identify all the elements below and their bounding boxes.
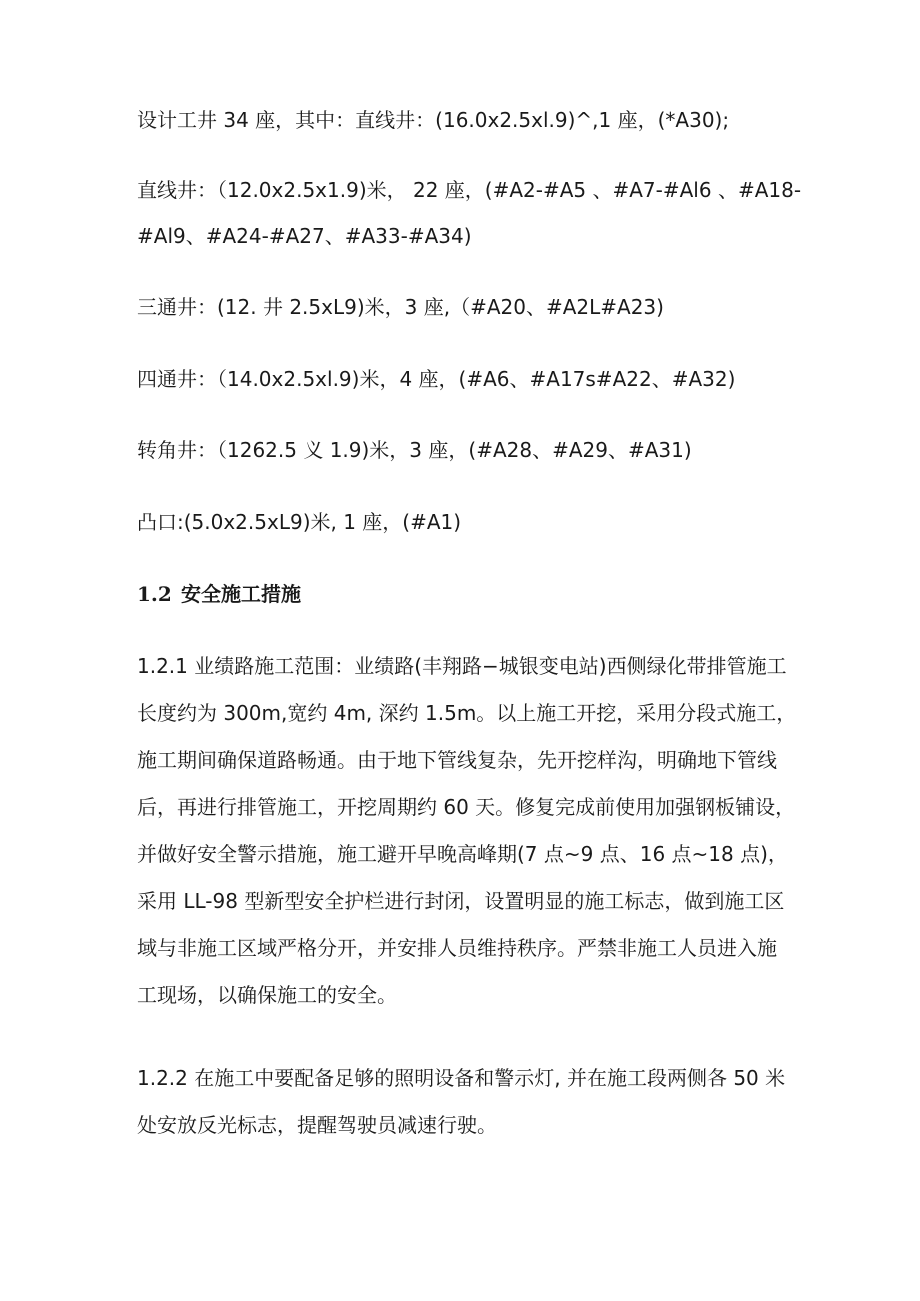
- text-line-well-total: 设计工井 34 座，其中：直线井：(16.0x2.5xl.9)^,1 座，(*A30);: [137, 108, 730, 132]
- text-line-tee-well: 三通井：(12. 井 2.5xL9)米，3 座,（#A20、#A2L#A23): [137, 295, 664, 319]
- section-heading: [137, 579, 797, 609]
- paragraph-1-2-1-line: 采用 LL-98 型新型安全护栏进行封闭，设置明显的施工标志，做到施工区: [137, 889, 785, 913]
- paragraph-1-2-1-line: 施工期间确保道路畅通。由于地下管线复杂，先开挖样沟，明确地下管线: [137, 748, 777, 772]
- text-line-convex-opening: 凸口:(5.0x2.5xL9)米, 1 座，(#A1): [137, 510, 462, 534]
- paragraph-1-2-2-line: 处安放反光标志，提醒驾驶员减速行驶。: [137, 1113, 497, 1137]
- text-line-corner-well: 转角井：（1262.5 义 1.9)米，3 座，(#A28、#A29、#A31): [137, 438, 692, 462]
- section-number: 1.2: [137, 582, 172, 606]
- text-line-cross-well: 四通井：（14.0x2.5xl.9)米，4 座，(#A6、#A17s#A22、#A32): [137, 367, 736, 391]
- paragraph-1-2-1-line: 工现场，以确保施工的安全。: [137, 983, 397, 1007]
- paragraph-1-2-1-line: 后，再进行排管施工，开挖周期约 60 天。修复完成前使用加强钢板铺设，: [137, 795, 796, 819]
- paragraph-1-2-1-line: 并做好安全警示措施，施工避开早晚高峰期(7 点~9 点、16 点~18 点)，: [137, 842, 788, 866]
- text-line-straight-well: 直线井：（12.0x2.5x1.9)米， 22 座，(#A2-#A5 、#A7-#Al6 、#A18-: [137, 178, 802, 202]
- paragraph-1-2-1-line: 长度约为 300m,宽约 4m, 深约 1.5m。以上施工开挖，采用分段式施工，: [137, 701, 797, 725]
- paragraph-1-2-2-line: 1.2.2 在施工中要配备足够的照明设备和警示灯, 并在施工段两侧各 50 米: [137, 1066, 786, 1090]
- paragraph-1-2-1-line: 域与非施工区域严格分开，并安排人员维持秩序。严禁非施工人员进入施: [137, 936, 777, 960]
- paragraph-1-2-1-line: 1.2.1 业绩路施工范围：业绩路(丰翔路−城银变电站)西侧绿化带排管施工: [137, 654, 787, 678]
- text-line-straight-well-cont: #Al9、#A24-#A27、#A33-#A34): [137, 224, 472, 248]
- section-title: 安全施工措施: [181, 582, 301, 606]
